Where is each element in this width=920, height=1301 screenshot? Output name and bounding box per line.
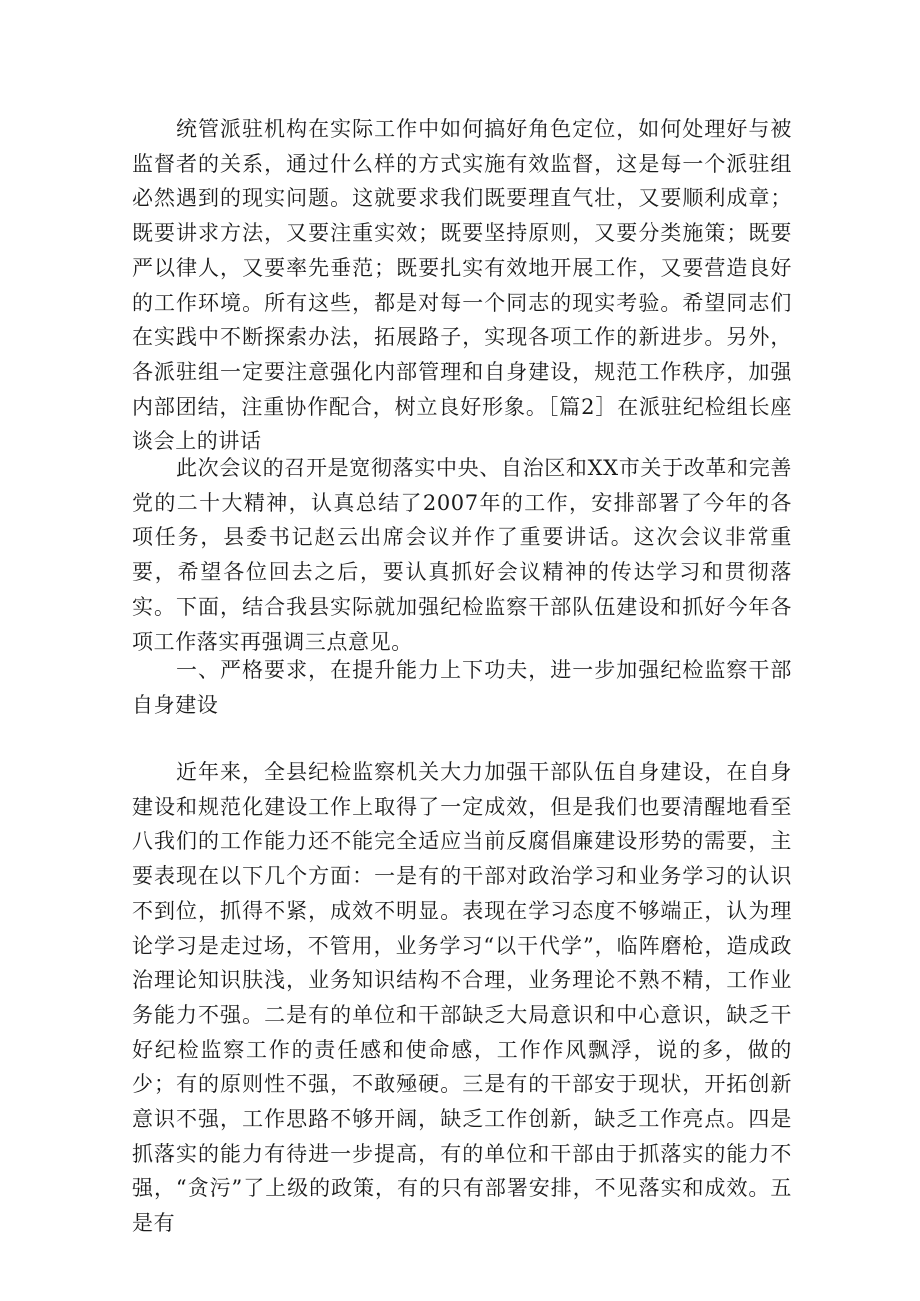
paragraph-2: 此次会议的召开是宽彻落实中央、自治区和XX市关于改革和完善党的二十大精神，认真总结了2007年的工作，安排部署了今年的各项任务，县委书记赵云出席会议并作了重要讲话。这次会议非常重要，希望各位回去之后，要认真抓好会议精神的传达学习和贯彻落实。下面，结合我县实际就加强纪检监察干部队伍建设和抓好今年各项工作落实再强调三点意见。 [132,456,792,654]
paragraph-1: 统管派驻机构在实际工作中如何搞好角色定位，如何处理好与被监督者的关系，通过什么样的方式实施有效监督，这是每一个派驻组必然遇到的现实问题。这就要求我们既要理直气壮，又要顺利成章；既要讲求方法，又要注重实效；既要坚持原则，又要分类施策；既要严以律人，又要率先垂范；既要扎实有效地开展工作，又要营造良好的工作环境。所有这些，都是对每一个同志的现实考验。希望同志们在实践中不断探索办法，拓展路子，实现各项工作的新进步。另外，各派驻组一定要注意强化内部管理和自身建设，规范工作秩序，加强内部团结，注重协作配合，树立良好形象。［篇2］在派驻纪检组长座谈会上的讲话 [132,117,792,454]
section-heading-1: 一、严格要求，在提升能力上下功夫，进一步加强纪检监察干部自身建设 [132,658,792,717]
paragraph-3: 近年来，全县纪检监察机关大力加强干部队伍自身建设，在自身建设和规范化建设工作上取得了一定成效，但是我们也要清醒地看至八我们的工作能力还不能完全适应当前反腐倡廉建设形势的需要，主要表现在以下几个方面：一是有的干部对政治学习和业务学习的认识不到位，抓得不紧，成效不明显。表现在学习态度不够端正，认为理论学习是走过场，不管用，业务学习“以干代学”，临阵磨枪，造成政治理论知识肤浅，业务知识结构不合理，业务理论不熟不精，工作业务能力不强。二是有的单位和干部缺乏大局意识和中心意识，缺乏干好纪检监察工作的责任感和使命感，工作作风飘浮，说的多，做的少；有的原则性不强，不敢殛硬。三是有的干部安于现状，开拓创新意识不强，工作思路不够开阔，缺乏工作创新，缺乏工作亮点。四是抓落实的能力有待进一步提高，有的单位和干部由于抓落实的能力不强，“贪污”了上级的政策，有的只有部署安排，不见落实和成效。五是有 [132,760,792,1236]
